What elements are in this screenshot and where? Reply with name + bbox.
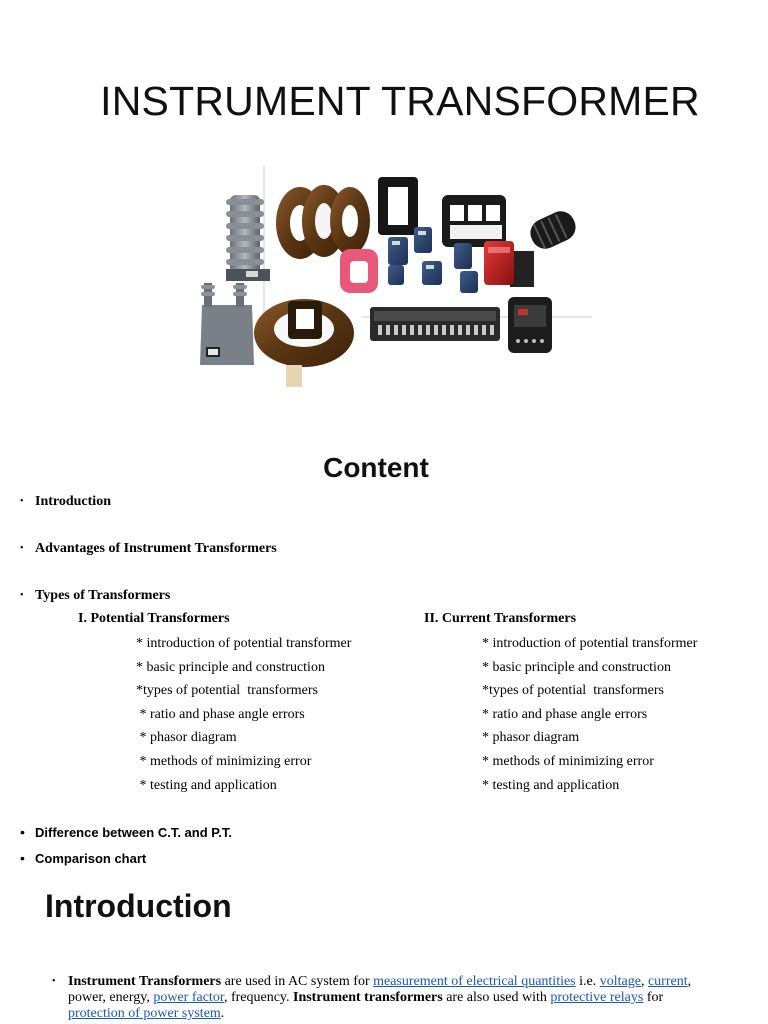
large-toroid: [254, 299, 354, 387]
list-item: * introduction of potential transformer: [482, 636, 698, 651]
list-item: * ratio and phase angle errors: [482, 706, 648, 722]
insulator-left: [226, 195, 270, 281]
link-protective-relays[interactable]: protective relays: [550, 990, 644, 1005]
current-heading: II. Current Transformers: [424, 611, 577, 626]
slide-introduction: [0, 880, 768, 1024]
bullet-dot: •: [20, 850, 25, 866]
bullet-types: • Types of Transformers: [20, 588, 171, 603]
list-item: * ratio and phase angle errors: [136, 706, 305, 722]
list-item: * basic principle and construction: [136, 659, 325, 675]
list-item: *types of potential transformers: [136, 683, 318, 699]
instrument-transformers-photo: [192, 165, 592, 397]
potential-heading: I. Potential Transformers: [78, 611, 230, 626]
link-voltage[interactable]: voltage: [599, 974, 641, 989]
frame-current-transformer: [378, 177, 418, 235]
potential-list: [136, 635, 351, 800]
introduction-heading: Introduction: [45, 888, 232, 924]
list-item: * testing and application: [482, 777, 620, 793]
list-item: * testing and application: [136, 777, 277, 793]
list-item: * introduction of potential transformer: [136, 636, 352, 651]
slide-title: [0, 0, 768, 440]
list-item: * methods of minimizing error: [482, 753, 654, 769]
window-plate-ct: [442, 195, 506, 247]
link-measurement[interactable]: measurement of electrical quantities: [373, 974, 576, 989]
link-protection-power-system[interactable]: protection of power system: [68, 1006, 221, 1021]
ribbed-cylinder: [510, 207, 580, 287]
meter-box: [508, 297, 552, 353]
bullet-difference: • Difference between C.T. and P.T.: [20, 824, 232, 840]
link-current[interactable]: current: [647, 974, 688, 989]
red-current-transformer: [484, 241, 514, 285]
bullet-advantages: • Advantages of Instrument Transformers: [20, 541, 277, 556]
page-title: INSTRUMENT TRANSFORMER: [100, 78, 700, 124]
list-item: * methods of minimizing error: [136, 753, 312, 769]
current-list: [482, 635, 697, 800]
bullet-dot: •: [20, 543, 24, 554]
list-item: * phasor diagram: [482, 730, 580, 746]
link-power-factor[interactable]: power factor: [153, 990, 224, 1005]
introduction-paragraph: • Instrument Transformers are used in AC system for measurement of electrical quantities i.e. voltage, current, power, energy, power factor, frequency. Instrument transformers are also used with protective relays for protection of power system.: [52, 974, 692, 1021]
list-item: * phasor diagram: [136, 730, 237, 746]
toroid-rings: [276, 185, 370, 259]
potential-transformer: [200, 283, 254, 365]
pink-toroid: [340, 249, 378, 293]
list-item: * basic principle and construction: [482, 659, 671, 675]
bullet-comparison: • Comparison chart: [20, 850, 147, 866]
bullet-dot: •: [20, 824, 25, 840]
terminal-strip: [370, 307, 500, 341]
content-heading: Content: [323, 452, 429, 483]
bullet-dot: •: [20, 590, 24, 601]
bullet-dot: •: [20, 496, 24, 507]
bullet-introduction: • Introduction: [20, 494, 111, 509]
slide-content: [0, 440, 768, 880]
bullet-dot: •: [52, 976, 56, 987]
list-item: *types of potential transformers: [482, 683, 664, 699]
